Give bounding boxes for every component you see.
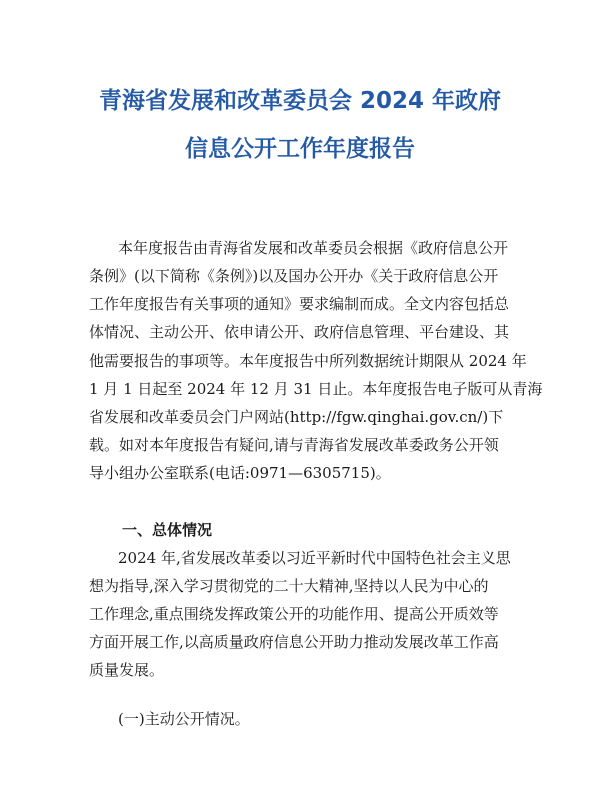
intro-line: 体情况、主动公开、依申请公开、政府信息管理、平台建设、其 — [89, 323, 510, 341]
section-heading: 一、总体情况 — [122, 521, 213, 539]
intro-line: 工作年度报告有关事项的通知》要求编制而成。全文内容包括总 — [89, 295, 510, 313]
section-line: 工作理念,重点围绕发挥政策公开的功能作用、提高公开质效等 — [89, 605, 499, 623]
intro-line: 他需要报告的事项等。本年度报告中所列数据统计期限从 2024 年 — [89, 352, 527, 370]
subsection-heading: (一)主动公开情况。 — [118, 710, 250, 728]
section-line: 想为指导,深入学习贯彻党的二十大精神,坚持以人民为中心的 — [89, 577, 489, 595]
intro-line: 导小组办公室联系(电话:0971—6305715)。 — [89, 464, 391, 482]
report-title-line-2: 信息公开工作年度报告 — [185, 136, 415, 162]
intro-line: 1 月 1 日起至 2024 年 12 月 31 日止。本年度报告电子版可从青海 — [89, 380, 543, 398]
intro-line: 省发展和改革委员会门户网站(http://fgw.qinghai.gov.cn/)下 — [89, 408, 504, 426]
intro-line: 本年度报告由青海省发展和改革委员会根据《政府信息公开 — [118, 239, 509, 257]
section-line: 质量发展。 — [89, 661, 165, 679]
intro-line: 载。如对本年度报告有疑问,请与青海省发展改革委政务公开领 — [89, 436, 499, 454]
report-title-line-1: 青海省发展和改革委员会 2024 年政府 — [98, 88, 502, 114]
intro-line: 条例》(以下简称《条例》)以及国办公开办《关于政府信息公开 — [89, 267, 499, 285]
section-line: 2024 年,省发展改革委以习近平新时代中国特色社会主义思 — [118, 549, 511, 567]
section-line: 方面开展工作,以高质量政府信息公开助力推动发展改革工作高 — [89, 633, 499, 651]
